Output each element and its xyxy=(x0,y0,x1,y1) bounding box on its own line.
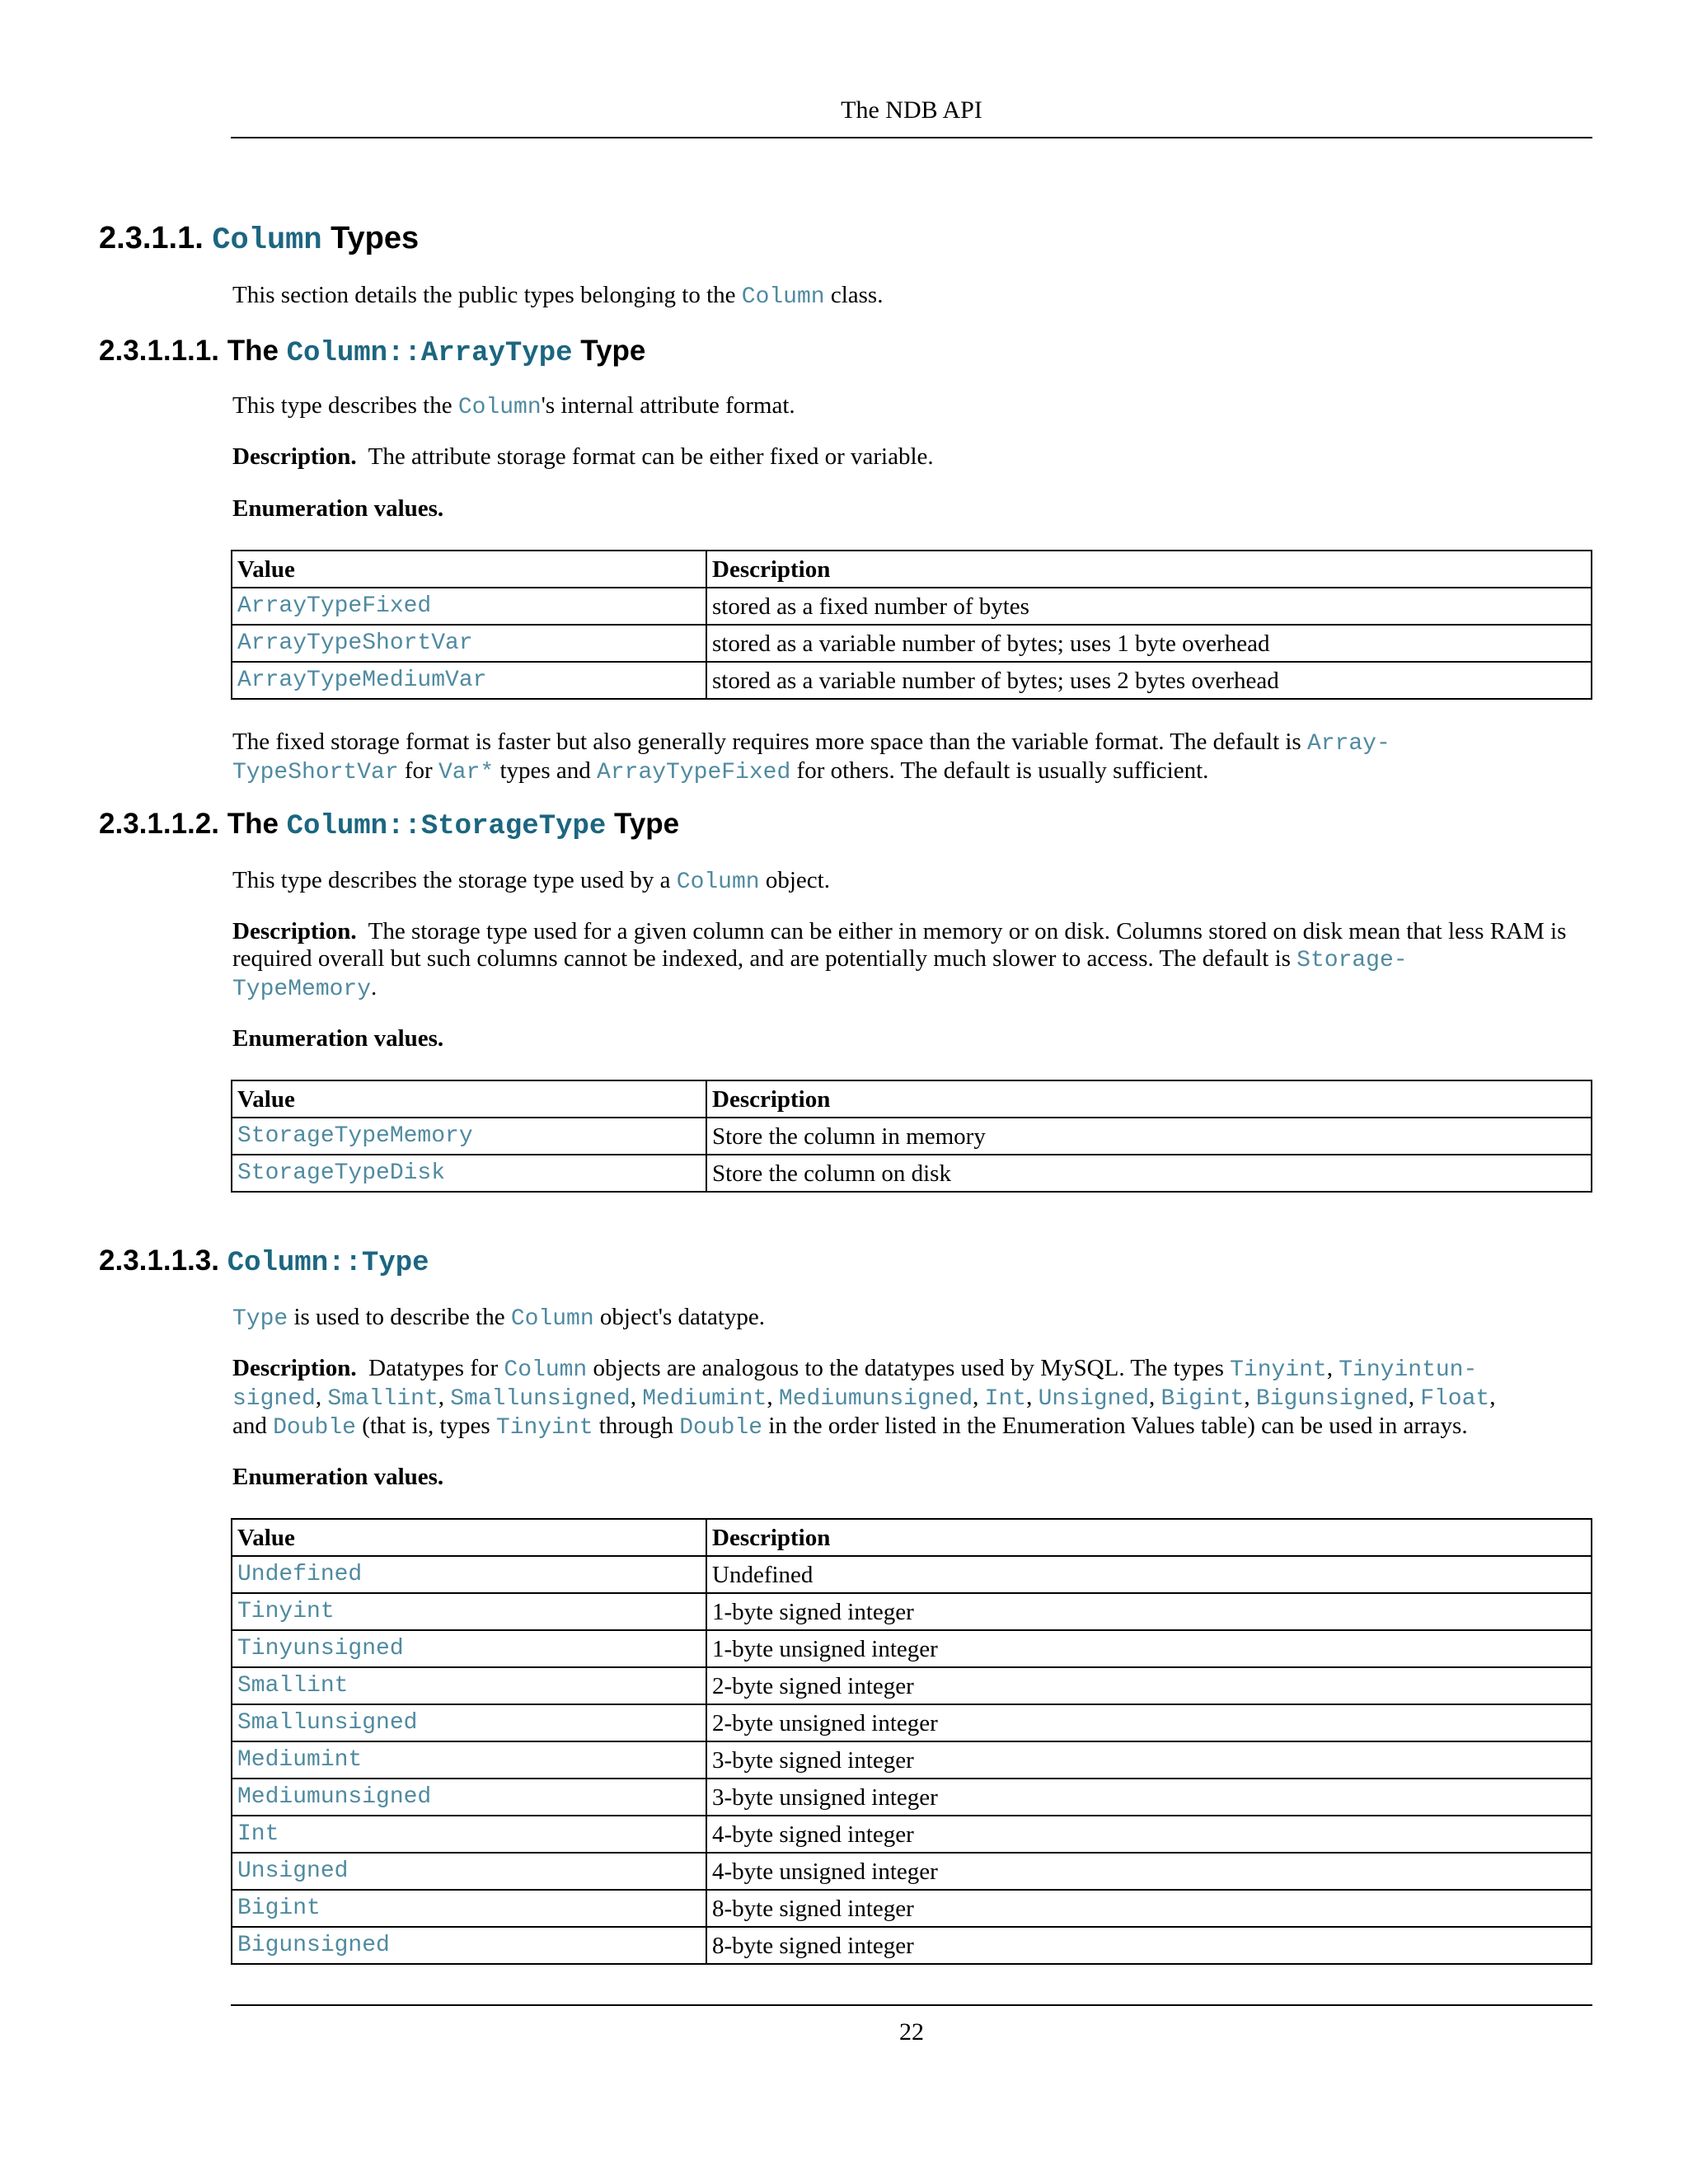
column-header: Value xyxy=(232,1080,706,1118)
enum-value[interactable]: Mediumint xyxy=(232,1741,706,1779)
table-row xyxy=(232,1927,1592,1964)
table-row xyxy=(232,625,1592,662)
heading-array-type: 2.3.1.1.1. The Column::ArrayType Type xyxy=(99,335,646,369)
storage-type-intro: This type describes the storage type used by a Column object. xyxy=(232,867,830,895)
column-header: Description xyxy=(706,1080,1592,1118)
enum-description: stored as a fixed number of bytes xyxy=(706,588,1592,625)
code-link-arraytypeshortvar[interactable]: Array- xyxy=(1306,731,1390,757)
table-row xyxy=(232,1816,1592,1853)
code-link-var[interactable]: Var* xyxy=(438,760,495,785)
heading-code-link[interactable]: Column::ArrayType xyxy=(286,338,573,369)
section-intro: This section details the public types belonging to the Column class. xyxy=(232,282,884,310)
code-link-double[interactable]: Double xyxy=(679,1415,763,1441)
column-header: Value xyxy=(232,551,706,588)
table-row xyxy=(232,1118,1592,1155)
enum-value[interactable]: Smallint xyxy=(232,1667,706,1704)
storage-type-enum-label: Enumeration values. xyxy=(232,1025,444,1052)
page-number: 22 xyxy=(899,2018,924,2046)
enum-value[interactable]: ArrayTypeFixed xyxy=(232,588,706,625)
code-link-int[interactable]: Int xyxy=(984,1386,1027,1412)
code-link-type[interactable]: Type xyxy=(232,1306,288,1332)
code-link-float[interactable]: Float xyxy=(1420,1386,1490,1412)
enum-description: Undefined xyxy=(706,1556,1592,1593)
heading-code-link[interactable]: Column::Type xyxy=(227,1248,429,1279)
table-row xyxy=(232,1630,1592,1667)
enum-value[interactable]: Tinyint xyxy=(232,1593,706,1630)
array-type-enum-label: Enumeration values. xyxy=(232,495,444,522)
table-row xyxy=(232,1741,1592,1779)
code-link-arraytypefixed[interactable]: ArrayTypeFixed xyxy=(597,760,791,785)
table-row xyxy=(232,588,1592,625)
column-type-enum-table xyxy=(231,1518,1592,1965)
table-row xyxy=(232,1779,1592,1816)
code-link-mediumunsigned[interactable]: Mediumunsigned xyxy=(778,1386,973,1412)
code-link-column[interactable]: Column xyxy=(457,395,542,420)
code-link-arraytypeshortvar[interactable]: TypeShortVar xyxy=(232,760,399,785)
code-link-mediumint[interactable]: Mediumint xyxy=(642,1386,767,1412)
enum-description: 1-byte signed integer xyxy=(706,1593,1592,1630)
enum-value[interactable]: Bigint xyxy=(232,1890,706,1927)
heading-storage-type: 2.3.1.1.2. The Column::StorageType Type xyxy=(99,808,680,842)
table-header-row xyxy=(232,551,1592,588)
column-type-enum-label: Enumeration values. xyxy=(232,1464,444,1490)
enum-value[interactable]: StorageTypeDisk xyxy=(232,1155,706,1192)
enum-value[interactable]: Undefined xyxy=(232,1556,706,1593)
column-header: Value xyxy=(232,1519,706,1556)
code-link-column[interactable]: Column xyxy=(676,869,760,895)
table-row xyxy=(232,1556,1592,1593)
enum-description: stored as a variable number of bytes; uses 1 byte overhead xyxy=(706,625,1592,662)
array-type-enum-table xyxy=(231,550,1592,700)
enum-value[interactable]: StorageTypeMemory xyxy=(232,1118,706,1155)
table-row xyxy=(232,1155,1592,1192)
table-row xyxy=(232,1853,1592,1890)
running-header xyxy=(231,94,1592,138)
heading-column-type: 2.3.1.1.3. Column::Type xyxy=(99,1244,429,1279)
code-link-tinyint[interactable]: Tinyint xyxy=(495,1415,593,1441)
code-link-smallint[interactable]: Smallint xyxy=(327,1386,438,1412)
array-type-intro: This type describes the Column's internal attribute format. xyxy=(232,392,795,420)
enum-value[interactable]: Smallunsigned xyxy=(232,1704,706,1741)
table-row xyxy=(232,1704,1592,1741)
code-link-tinyintunsigned[interactable]: signed xyxy=(232,1386,316,1412)
enum-description: 2-byte unsigned integer xyxy=(706,1704,1592,1741)
enum-description: Store the column in memory xyxy=(706,1118,1592,1155)
storage-type-enum-table xyxy=(231,1080,1592,1193)
table-row xyxy=(232,662,1592,699)
enum-description: stored as a variable number of bytes; uses 2 bytes overhead xyxy=(706,662,1592,699)
enum-description: Store the column on disk xyxy=(706,1155,1592,1192)
code-link-unsigned[interactable]: Unsigned xyxy=(1038,1386,1150,1412)
enum-value[interactable]: Mediumunsigned xyxy=(232,1779,706,1816)
enum-description: 2-byte signed integer xyxy=(706,1667,1592,1704)
enum-description: 1-byte unsigned integer xyxy=(706,1630,1592,1667)
heading-code-link[interactable]: Column xyxy=(212,223,322,258)
header-title: The NDB API xyxy=(841,96,982,124)
enum-description: 4-byte unsigned integer xyxy=(706,1853,1592,1890)
code-link-column[interactable]: Column xyxy=(741,284,825,310)
column-type-intro: Type is used to describe the Column object's datatype. xyxy=(232,1304,766,1332)
array-type-description: Description. The attribute storage format can be either fixed or variable. xyxy=(232,443,934,470)
code-link-column[interactable]: Column xyxy=(504,1357,588,1383)
code-link-tinyint[interactable]: Tinyint xyxy=(1230,1357,1327,1383)
enum-description: 4-byte signed integer xyxy=(706,1816,1592,1853)
array-type-note: The fixed storage format is faster but also generally requires more space than the variable format. The default is Array- TypeShortVar for Var* types and ArrayTypeFixed for others. The default is usually sufficient. xyxy=(232,729,1390,785)
code-link-smallunsigned[interactable]: Smallunsigned xyxy=(450,1386,631,1412)
column-header: Description xyxy=(706,1519,1592,1556)
code-link-tinyintunsigned[interactable]: Tinyintun- xyxy=(1339,1357,1478,1383)
code-link-storagetypememory[interactable]: TypeMemory xyxy=(232,977,372,1002)
code-link-bigint[interactable]: Bigint xyxy=(1160,1386,1245,1412)
enum-value[interactable]: Tinyunsigned xyxy=(232,1630,706,1667)
enum-description: 3-byte unsigned integer xyxy=(706,1779,1592,1816)
enum-value[interactable]: ArrayTypeShortVar xyxy=(232,625,706,662)
column-type-description: Description. Datatypes for Column objects are analogous to the datatypes used by MySQL. The types Tinyint, Tinyintun- signed, Smallint, Smallunsigned, Mediumint, Mediumunsigned, Int, Unsigned, Bigint, Bigunsigned, Float, and Double (that is, types Tinyint through Double in the order listed in the Enumeration Values table) can be used in arrays. xyxy=(232,1355,1496,1441)
enum-description: 3-byte signed integer xyxy=(706,1741,1592,1779)
code-link-column[interactable]: Column xyxy=(510,1306,594,1332)
enum-value[interactable]: Unsigned xyxy=(232,1853,706,1890)
table-row xyxy=(232,1667,1592,1704)
heading-code-link[interactable]: Column::StorageType xyxy=(286,811,607,842)
column-header: Description xyxy=(706,551,1592,588)
enum-value[interactable]: ArrayTypeMediumVar xyxy=(232,662,706,699)
running-footer xyxy=(231,2004,1592,2049)
code-link-bigunsigned[interactable]: Bigunsigned xyxy=(1255,1386,1409,1412)
table-row xyxy=(232,1593,1592,1630)
table-header-row xyxy=(232,1080,1592,1118)
enum-value[interactable]: Bigunsigned xyxy=(232,1927,706,1964)
code-link-double[interactable]: Double xyxy=(273,1415,356,1441)
enum-value[interactable]: Int xyxy=(232,1816,706,1853)
section-heading-column-types: 2.3.1.1. Column Types xyxy=(99,221,420,258)
enum-description: 8-byte signed integer xyxy=(706,1890,1592,1927)
enum-description: 8-byte signed integer xyxy=(706,1927,1592,1964)
table-header-row xyxy=(232,1519,1592,1556)
storage-type-description: Description. The storage type used for a given column can be either in memory or on disk. Columns stored on disk mean that less RAM is required overall but such columns cannot be indexed, and are potentially much slower to access. The default is Storage- TypeMemory. xyxy=(232,918,1567,1002)
code-link-storagetypememory[interactable]: Storage- xyxy=(1296,948,1408,973)
table-row xyxy=(232,1890,1592,1927)
